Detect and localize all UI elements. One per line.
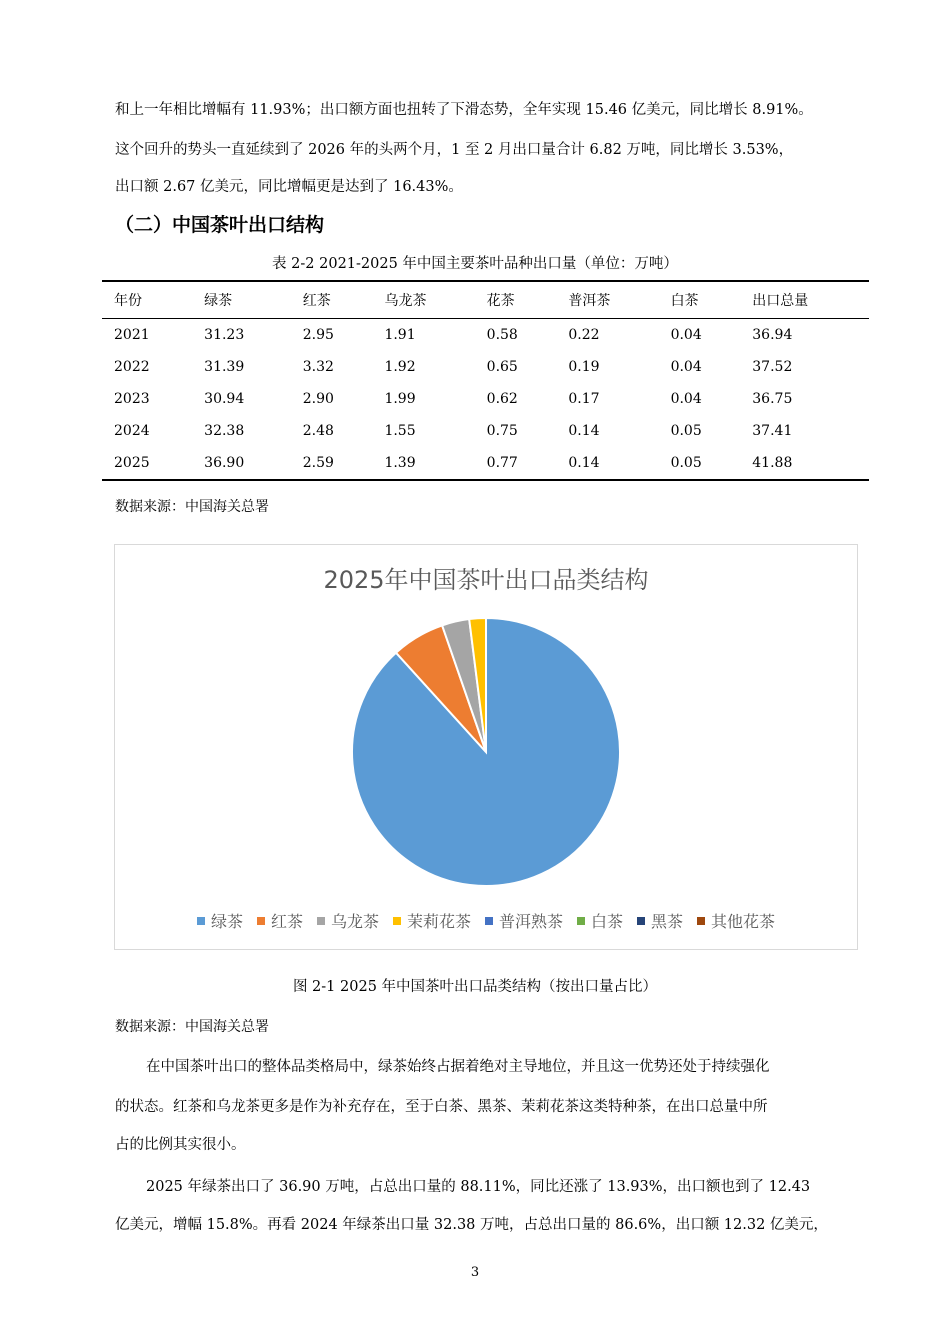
intro-line-1: 和上一年相比增幅有 11.93%；出口额方面也扭转了下滑态势，全年实现 15.46 亿美元，同比增长 8.91%。 — [115, 102, 813, 118]
legend-swatch — [485, 917, 493, 925]
table-cell: 0.19 — [568, 359, 600, 375]
table-row — [102, 447, 869, 480]
table-cell: 37.41 — [752, 423, 793, 439]
legend-label: 黑茶 — [651, 912, 684, 931]
table-cell: 2021 — [114, 327, 150, 343]
table-cell: 2.90 — [302, 391, 334, 407]
table-source: 数据来源：中国海关总署 — [115, 499, 269, 515]
header-scented-tea: 花茶 — [486, 293, 515, 309]
header-year: 年份 — [114, 293, 142, 309]
section-heading: （二）中国茶叶出口结构 — [115, 214, 325, 236]
body-line-5: 亿美元，增幅 15.8%。再看 2024 年绿茶出口量 32.38 万吨，占总出口量的 86.6%，出口额 12.32 亿美元， — [115, 1217, 828, 1233]
legend-item — [697, 909, 775, 932]
table-header-row — [102, 281, 869, 319]
table-cell: 2.95 — [302, 327, 334, 343]
table-cell: 0.04 — [670, 359, 702, 375]
legend-label: 普洱熟茶 — [499, 912, 564, 931]
table-cell: 1.55 — [384, 423, 416, 439]
table-cell: 2022 — [114, 359, 150, 375]
table-cell: 32.38 — [204, 423, 245, 439]
legend-item — [637, 909, 683, 932]
table-cell: 0.22 — [568, 327, 600, 343]
legend-swatch — [577, 917, 585, 925]
table-cell: 0.14 — [568, 455, 600, 471]
table-row — [102, 415, 869, 447]
table-cell: 2.59 — [302, 455, 334, 471]
header-oolong: 乌龙茶 — [384, 293, 427, 309]
legend-label: 茉莉花茶 — [406, 912, 471, 931]
table-cell: 2023 — [114, 391, 150, 407]
legend-swatch — [697, 917, 705, 925]
table-cell: 0.65 — [486, 359, 518, 375]
table-cell: 1.39 — [384, 455, 416, 471]
table-cell: 37.52 — [752, 359, 793, 375]
intro-line-2: 这个回升的势头一直延续到了 2026 年的头两个月，1 至 2 月出口量合计 6.82 万吨，同比增长 3.53%， — [115, 142, 794, 158]
table-cell: 0.75 — [486, 423, 518, 439]
legend-label: 其他花茶 — [711, 912, 776, 931]
table-cell: 36.90 — [204, 455, 245, 471]
table-cell: 36.94 — [752, 327, 793, 343]
header-green-tea: 绿茶 — [204, 293, 233, 309]
pie-plot — [115, 545, 857, 895]
header-black-tea: 红茶 — [302, 293, 331, 309]
table-cell: 0.58 — [486, 327, 518, 343]
body-line-4: 2025 年绿茶出口了 36.90 万吨，占总出口量的 88.11%，同比还涨了 13.93%，出口额也到了 12.43 — [146, 1179, 811, 1195]
intro-line-3: 出口额 2.67 亿美元，同比增幅更是达到了 16.43%。 — [115, 179, 463, 195]
figure-source: 数据来源：中国海关总署 — [115, 1019, 269, 1035]
page-number: 3 — [470, 1265, 480, 1280]
table-cell: 0.62 — [486, 391, 518, 407]
export-volume-table — [102, 280, 869, 481]
table-cell: 0.04 — [670, 327, 702, 343]
table-cell: 0.14 — [568, 423, 600, 439]
legend-item — [317, 909, 379, 932]
table-row — [102, 319, 869, 352]
legend-label: 白茶 — [591, 912, 624, 931]
table-cell: 0.04 — [670, 391, 702, 407]
table-caption: 表 2-2 2021-2025 年中国主要茶叶品种出口量（单位：万吨） — [272, 256, 678, 272]
figure-caption: 图 2-1 2025 年中国茶叶出口品类结构（按出口量占比） — [292, 979, 658, 995]
body-line-2: 的状态。红茶和乌龙茶更多是作为补充存在，至于白茶、黑茶、茉莉花茶这类特种茶，在出口总量中所 — [115, 1099, 768, 1115]
table-cell: 2.48 — [302, 423, 334, 439]
legend-item — [393, 909, 471, 932]
body-line-3: 占的比例其实很小。 — [115, 1137, 246, 1153]
legend-swatch — [197, 917, 205, 925]
table-row — [102, 351, 869, 383]
table-cell: 30.94 — [204, 391, 245, 407]
legend-label: 红茶 — [270, 912, 303, 931]
legend-swatch — [257, 917, 265, 925]
legend-item — [485, 909, 563, 932]
header-puer: 普洱茶 — [568, 293, 611, 309]
table-cell: 36.75 — [752, 391, 793, 407]
legend-label: 绿茶 — [210, 912, 243, 931]
table-cell: 0.77 — [486, 455, 518, 471]
table-cell: 2024 — [114, 423, 150, 439]
legend-item — [577, 909, 623, 932]
chart-legend — [115, 909, 857, 932]
table-cell: 1.92 — [384, 359, 416, 375]
chart-title: 2025年中国茶叶出口品类结构 — [323, 566, 649, 594]
legend-swatch — [637, 917, 645, 925]
legend-swatch — [393, 917, 401, 925]
header-total: 出口总量 — [752, 293, 809, 309]
legend-item — [257, 909, 303, 932]
table-cell: 1.99 — [384, 391, 416, 407]
header-white-tea: 白茶 — [670, 293, 699, 309]
table-cell: 31.23 — [204, 327, 245, 343]
body-line-1: 在中国茶叶出口的整体品类格局中，绿茶始终占据着绝对主导地位，并且这一优势还处于持续强化 — [146, 1059, 770, 1075]
legend-item — [197, 909, 243, 932]
legend-swatch — [317, 917, 325, 925]
table-cell: 2025 — [114, 455, 150, 471]
table-cell: 0.17 — [568, 391, 600, 407]
pie-chart — [114, 544, 858, 950]
legend-label: 乌龙茶 — [330, 912, 379, 931]
table-cell: 31.39 — [204, 359, 245, 375]
table-cell: 1.91 — [384, 327, 416, 343]
table-cell: 0.05 — [670, 423, 702, 439]
table-row — [102, 383, 869, 415]
table-cell: 41.88 — [752, 455, 793, 471]
table-cell: 0.05 — [670, 455, 702, 471]
table-cell: 3.32 — [302, 359, 334, 375]
